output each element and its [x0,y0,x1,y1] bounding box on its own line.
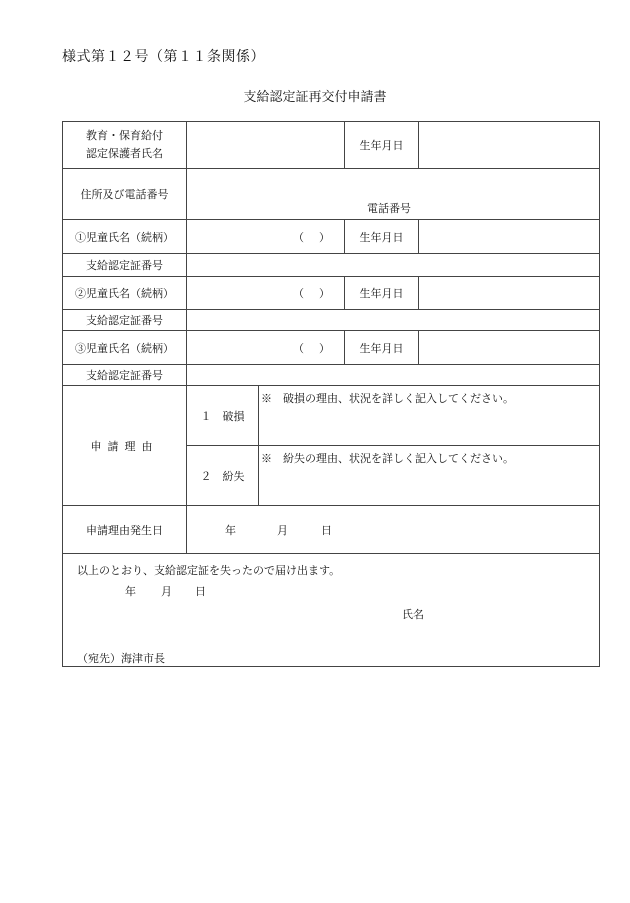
occurrence-year: 年 [225,524,236,537]
reason-damage-row [63,386,600,446]
application-form-table [62,121,600,667]
child-2-row [63,277,600,310]
declaration-text: 以上のとおり、支給認定証を失ったので届け出ます。 [77,564,341,577]
guardian-row [63,122,600,169]
child-2-birth-field[interactable] [419,277,600,310]
guardian-birth-label: 生年月日 [345,122,419,169]
child-3-birth-field[interactable] [419,331,600,365]
child-2-birth-label: 生年月日 [345,277,419,310]
child-2-cert-field[interactable] [187,310,600,331]
child-2-cert-label: 支給認定証番号 [63,310,187,331]
address-label: 住所及び電話番号 [63,169,187,220]
child-1-cert-label: 支給認定証番号 [63,254,187,277]
child-3-name-label: ③児童氏名（続柄） [63,331,187,365]
address-row [63,169,600,220]
child-2-cert-row [63,310,600,331]
child-3-row [63,331,600,365]
child-3-cert-label: 支給認定証番号 [63,365,187,386]
occurrence-day: 日 [321,524,332,537]
child-2-name-label: ②児童氏名（続柄） [63,277,187,310]
occurrence-date-field[interactable] [187,506,600,554]
child-3-birth-label: 生年月日 [345,331,419,365]
guardian-name-label [63,122,187,169]
declaration-day[interactable]: 日 [195,585,206,598]
child-1-birth-label: 生年月日 [345,220,419,254]
child-1-row [63,220,600,254]
reason-loss-note[interactable]: ※ 紛失の理由、状況を詳しく記入してください。 [259,446,600,506]
address-field[interactable] [187,169,600,220]
reason-loss-option[interactable]: ２ 紛失 [187,446,259,506]
occurrence-month: 月 [277,524,288,537]
phone-label: 電話番号 [367,202,411,215]
child-1-cert-row [63,254,600,277]
occurrence-label: 申請理由発生日 [63,506,187,554]
child-1-birth-field[interactable] [419,220,600,254]
declaration-cell [63,554,600,667]
child-1-cert-field[interactable] [187,254,600,277]
addressee: （宛先）海津市長 [77,652,165,665]
child-3-name-field[interactable]: （ ） [187,331,345,365]
child-1-name-field[interactable]: （ ） [187,220,345,254]
reason-damage-note[interactable]: ※ 破損の理由、状況を詳しく記入してください。 [259,386,600,446]
occurrence-row [63,506,600,554]
declaration-row [63,554,600,667]
guardian-label-line2: 認定保護者氏名 [86,147,163,160]
reason-damage-option[interactable]: １ 破損 [187,386,259,446]
declaration-year[interactable]: 年 [125,585,136,598]
form-number: 様式第１２号（第１１条関係） [62,49,265,65]
guardian-label-line1: 教育・保育給付 [86,129,163,143]
child-3-cert-row [63,365,600,386]
reason-label: 申請理由 [63,386,187,506]
child-1-name-label: ①児童氏名（続柄） [63,220,187,254]
child-3-cert-field[interactable] [187,365,600,386]
applicant-name-label: 氏名 [402,608,424,621]
declaration-month[interactable]: 月 [161,585,172,598]
guardian-birth-field[interactable] [419,122,600,169]
guardian-name-field[interactable] [187,122,345,169]
document-title: 支給認定証再交付申請書 [243,90,387,105]
child-2-name-field[interactable]: （ ） [187,277,345,310]
